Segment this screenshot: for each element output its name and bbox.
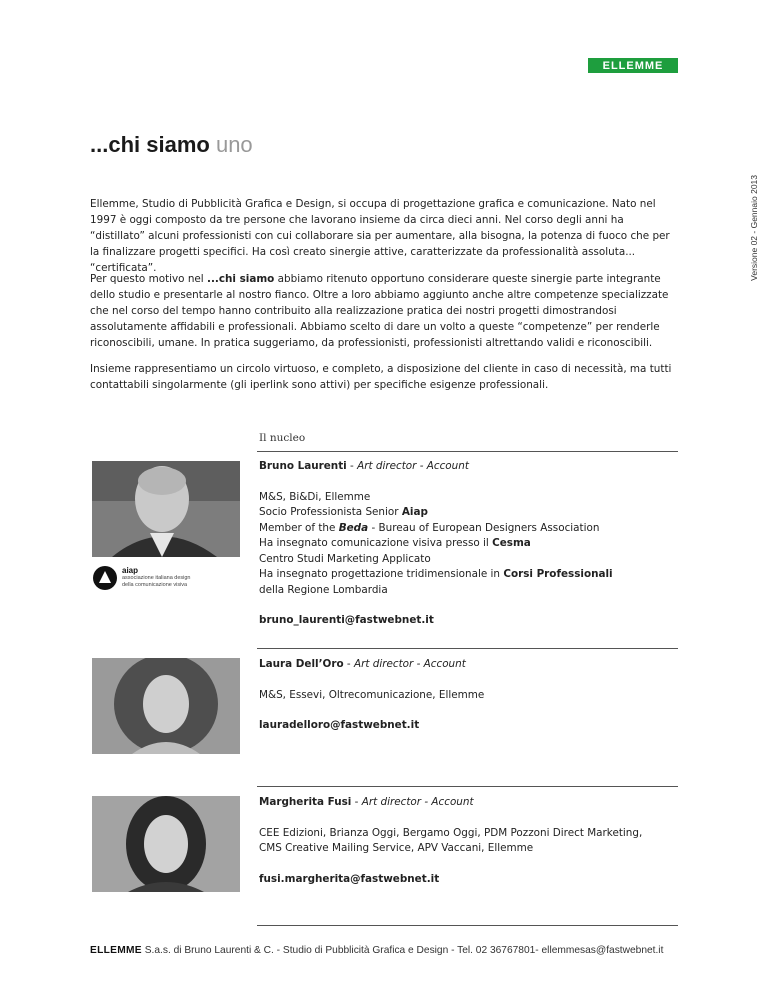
person-laura-delloro: Laura Dell’Oro - Art director - Account M&S, Essevi, Oltrecomunicazione, Ellemme lauradelloro@fastwebnet.it: [259, 657, 484, 734]
aiap-link[interactable]: Aiap: [401, 506, 428, 518]
title-bold: ...chi siamo: [90, 132, 210, 157]
person-bruno-laurenti: Bruno Laurenti - Art director - Account M&S, Bi&Di, Ellemme Socio Professionista Senior Aiap Member of the Beda - Bureau of European Designers Association Ha insegnato comunicazione visiva presso il Cesma Centro Studi Marketing Applicato Ha insegnato progettazione tridimensionale in Corsi Professionali della Regione Lombardia bruno_laurenti@fastwebnet.it: [259, 459, 613, 629]
aiap-mark-icon: [93, 566, 117, 590]
person-role: Art director - Account: [357, 460, 469, 472]
laura-delloro-photo: [92, 658, 240, 754]
bio-line: Ha insegnato progettazione tridimensionale in Corsi Professionali: [259, 568, 613, 580]
beda-link[interactable]: Beda: [338, 521, 369, 534]
person-name: Bruno Laurenti: [259, 460, 347, 472]
footer-text: S.a.s. di Bruno Laurenti & C. - Studio di Pubblicità Grafica e Design - Tel. 02 36767801- ellemmesas@fastwebnet.it: [141, 945, 664, 956]
intro-paragraph-3: Insieme rappresentiamo un circolo virtuoso, e completo, a disposizione del cliente in caso di necessità, ma tutti contattabili singolarmente (gli iperlink sono attivi) per specifiche esigenze professionali.: [90, 363, 672, 391]
intro-paragraph-2: [90, 271, 680, 351]
email-link[interactable]: lauradelloro@fastwebnet.it: [259, 719, 420, 731]
bruno-laurenti-photo: [92, 461, 240, 557]
footer: [90, 945, 663, 956]
bio-line: CMS Creative Mailing Service, APV Vaccani, Ellemme: [259, 842, 534, 854]
bio-line: M&S, Essevi, Oltrecomunicazione, Ellemme: [259, 688, 485, 701]
divider: [257, 648, 678, 649]
version-label: Versione 02 - Gennaio 2013: [749, 175, 759, 281]
divider: [257, 786, 678, 787]
bio-line: M&S, Bi&Di, Ellemme: [259, 490, 371, 503]
email-link[interactable]: bruno_laurenti@fastwebnet.it: [259, 614, 434, 626]
bio-line: CEE Edizioni, Brianza Oggi, Bergamo Oggi, PDM Pozzoni Direct Marketing,: [259, 826, 643, 839]
divider: [257, 925, 678, 926]
person-role: Art director - Account: [361, 796, 474, 808]
intro-p2-text-a: Per questo motivo nel: [90, 273, 208, 285]
cesma-link[interactable]: Cesma: [492, 537, 531, 549]
email-link[interactable]: fusi.margherita@fastwebnet.it: [259, 872, 440, 885]
page-title: [90, 132, 253, 158]
bio-line: Socio Professionista Senior Aiap: [259, 506, 428, 518]
bio-line: della Regione Lombardia: [259, 583, 388, 596]
corsi-link[interactable]: Corsi Professionali: [503, 568, 613, 580]
person-role: Art director - Account: [353, 658, 466, 670]
person-name: Margherita Fusi: [259, 796, 352, 808]
aiap-logo: [93, 566, 191, 590]
aiap-logo-text: [122, 565, 191, 589]
title-light: uno: [215, 132, 253, 157]
bio-line: Centro Studi Marketing Applicato: [259, 552, 431, 565]
margherita-fusi-photo: [92, 796, 240, 892]
divider: [257, 451, 678, 452]
intro-paragraph-1: Ellemme, Studio di Pubblicità Grafica e Design, si occupa di progettazione grafica e comunicazione. Nato nel 1997 è oggi composto da tre persone che lavorano insieme da circa dieci anni. Nel corso degli anni ha “distillato” alcuni professionisti con cui collaborare sia per aumentare, alla bisogna, la potenza di fuoco che per la finalizzare progetti specifici. Ha così creato sinergie attive, caratterizzate da professionalità assoluta... “certificata”.: [90, 198, 670, 274]
footer-brand: ELLEMME: [90, 945, 142, 956]
aiap-name: aiap: [122, 565, 139, 575]
ellemme-logo: ELLEMME: [588, 58, 678, 73]
bio-line: Ha insegnato comunicazione visiva presso il Cesma: [259, 537, 531, 549]
person-margherita-fusi: Margherita Fusi - Art director - Account CEE Edizioni, Brianza Oggi, Bergamo Oggi, PDM Pozzoni Direct Marketing, CMS Creative Mailing Service, APV Vaccani, Ellemme fusi.margherita@fastwebnet.it: [259, 795, 642, 887]
bio-line: Member of the Beda - Bureau of European Designers Association: [259, 521, 600, 534]
aiap-sub1: associazione italiana design: [122, 575, 191, 582]
section-label: Il nucleo: [259, 432, 306, 444]
person-name: Laura Dell’Oro: [259, 658, 344, 670]
intro-p2-bold: ...chi siamo: [207, 273, 275, 285]
intro-p2-text-b: abbiamo ritenuto opportuno considerare queste sinergie parte integrante dello studio e presentarle al nostro fianco. Oltre a loro abbiamo aggiunto anche altre competenze specializzate che nel corso del tempo hanno contribuito alla realizzazione pratica dei nostri progetti dimostrandosi assolutamente affidabili e professionali. Abbiamo scelto di dare un volto a queste “competenze” per renderle riconoscibili, umane. In pratica suggeriamo, da professionisti, professionisti altrettando validi e riconoscibili.: [90, 273, 669, 349]
aiap-sub2: della comunicazione visiva: [122, 581, 188, 588]
